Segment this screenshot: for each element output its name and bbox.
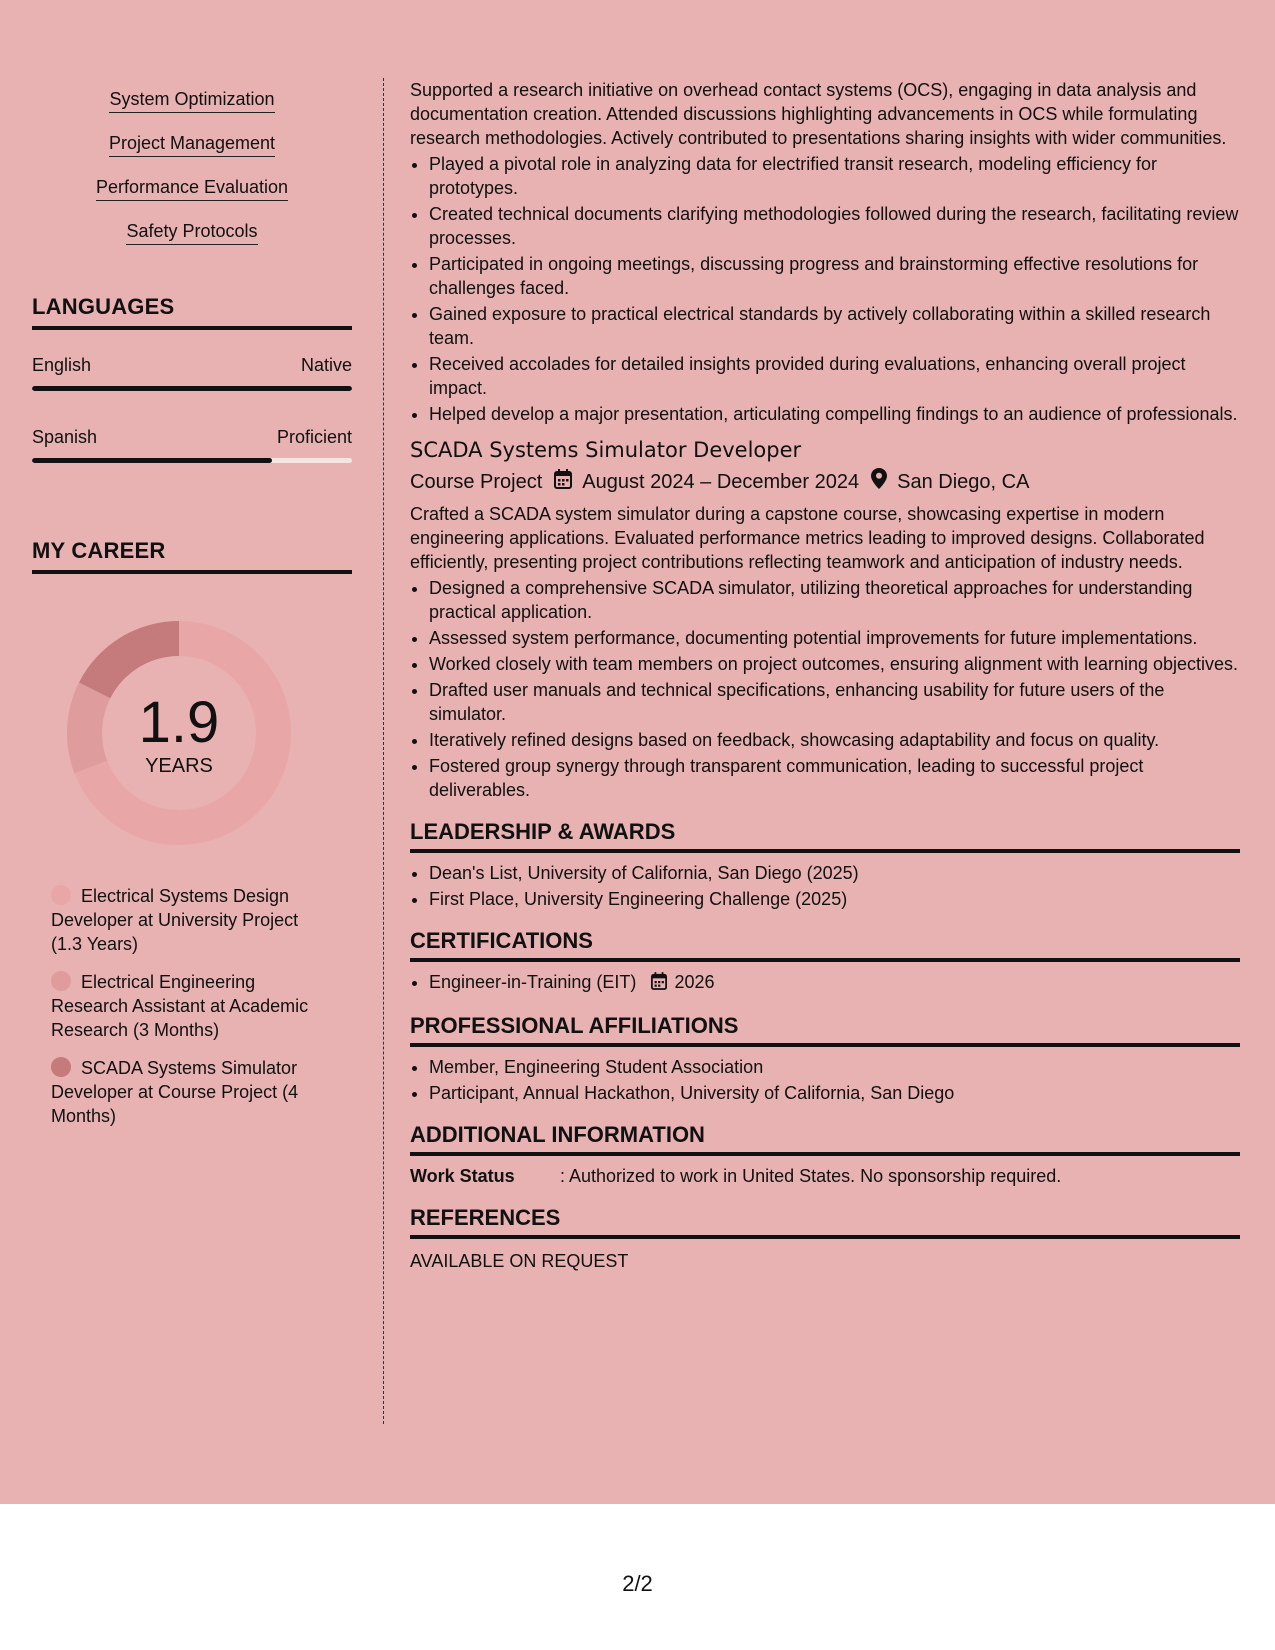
legend-label: Electrical Systems Design Developer at University Project (1.3 Years) xyxy=(51,886,299,954)
skill-label: Safety Protocols xyxy=(126,220,257,245)
career-heading: MY CAREER xyxy=(32,537,352,574)
bullet-item: • Assessed system performance, documenting potential improvements for future implementations. xyxy=(429,626,1240,650)
language-item xyxy=(32,426,352,463)
job-meta xyxy=(410,468,1240,496)
award-item: • First Place, University Engineering Challenge (2025) xyxy=(429,887,1240,911)
additional-info-heading: ADDITIONAL INFORMATION xyxy=(410,1121,1240,1156)
leadership-section xyxy=(410,818,1240,911)
bullet-item: • Drafted user manuals and technical specifications, enhancing usability for future users of the simulator. xyxy=(429,678,1240,726)
language-name: English xyxy=(32,355,92,375)
job-location: San Diego, CA xyxy=(897,471,1030,493)
skill-label: System Optimization xyxy=(109,88,274,113)
career-donut-chart xyxy=(66,620,292,846)
bullet-item: • Played a pivotal role in analyzing data for electrified transit research, modeling efficiency for prototypes. xyxy=(429,152,1240,200)
references-text: AVAILABLE ON REQUEST xyxy=(410,1251,629,1271)
bullet-item: • Created technical documents clarifying methodologies followed during the research, facilitating review processes. xyxy=(429,202,1240,250)
certification-name: Engineer-in-Training (EIT) xyxy=(429,972,637,992)
references-heading: REFERENCES xyxy=(410,1204,1240,1239)
work-status-row xyxy=(410,1164,1240,1188)
language-proficiency-bar xyxy=(32,458,352,463)
leadership-heading: LEADERSHIP & AWARDS xyxy=(410,818,1240,853)
languages-section xyxy=(32,293,352,463)
experience-summary: Supported a research initiative on overhead contact systems (OCS), engaging in data analysis and documentation creation. Attended discussions highlighting advancements in OCS while formulating research methodologies. Actively contributed to presentations sharing insights with wider communities. xyxy=(410,80,1227,148)
skill-item xyxy=(32,132,352,157)
language-level: Proficient xyxy=(276,427,352,447)
bullet-item: • Designed a comprehensive SCADA simulator, utilizing theoretical approaches for understanding practical application. xyxy=(429,576,1240,624)
work-status-label: Work Status xyxy=(410,1166,515,1186)
skill-item xyxy=(32,176,352,201)
column-divider xyxy=(383,78,384,1424)
career-legend-item xyxy=(51,1056,331,1128)
career-total-unit: YEARS xyxy=(145,755,213,777)
job-dates: August 2024 – December 2024 xyxy=(582,471,860,493)
certifications-section xyxy=(410,927,1240,996)
calendar-icon xyxy=(554,469,572,496)
bullet-item: • Fostered group synergy through transparent communication, leading to successful project deliverables. xyxy=(429,754,1240,802)
certification-item xyxy=(429,970,1240,996)
career-section xyxy=(32,537,352,1128)
career-total-years: 1.9 xyxy=(138,690,220,755)
calendar-icon xyxy=(651,972,667,996)
references-section xyxy=(410,1204,1240,1273)
languages-heading: LANGUAGES xyxy=(32,293,352,330)
certifications-heading: CERTIFICATIONS xyxy=(410,927,1240,962)
bullet-item: • Received accolades for detailed insights provided during evaluations, enhancing overall project impact. xyxy=(429,352,1240,400)
bullet-item: • Participated in ongoing meetings, discussing progress and brainstorming effective resolutions for challenges faced. xyxy=(429,252,1240,300)
affiliation-item: • Member, Engineering Student Association xyxy=(429,1055,1240,1079)
career-legend-item xyxy=(51,884,331,956)
language-proficiency-fill xyxy=(32,458,272,463)
additional-info-section xyxy=(410,1121,1240,1188)
bullet-item: • Worked closely with team members on project outcomes, ensuring alignment with learning objectives. xyxy=(429,652,1240,676)
legend-label: SCADA Systems Simulator Developer at Course Project (4 Months) xyxy=(51,1058,299,1126)
page-number: 2/2 xyxy=(622,1571,653,1596)
bullet-item: • Gained exposure to practical electrical standards by actively collaborating within a skilled research team. xyxy=(429,302,1240,350)
language-level: Native xyxy=(300,355,352,375)
language-name: Spanish xyxy=(32,427,98,447)
main-column xyxy=(410,78,1240,1273)
job-title: SCADA Systems Simulator Developer xyxy=(410,438,802,462)
skill-item xyxy=(32,88,352,113)
legend-dot-icon xyxy=(51,1057,71,1077)
affiliations-heading: PROFESSIONAL AFFILIATIONS xyxy=(410,1012,1240,1047)
career-legend-item xyxy=(51,970,331,1042)
job-summary: Crafted a SCADA system simulator during a capstone course, showcasing expertise in modern engineering applications. Evaluated performance metrics leading to improved designs. Collaborated efficiently, presenting project contributions reflecting teamwork and anticipation of industry needs. xyxy=(410,504,1205,572)
language-proficiency-fill xyxy=(32,386,352,391)
affiliation-item: • Participant, Annual Hackathon, University of California, San Diego xyxy=(429,1081,1240,1105)
experience-bullets xyxy=(410,152,1240,426)
skill-label: Project Management xyxy=(109,132,275,157)
work-status-value: : Authorized to work in United States. No sponsorship required. xyxy=(560,1166,1062,1186)
bullet-item: • Helped develop a major presentation, articulating compelling findings to an audience of professionals. xyxy=(429,402,1240,426)
award-item: • Dean's List, University of California, San Diego (2025) xyxy=(429,861,1240,885)
legend-label: Electrical Engineering Research Assistant at Academic Research (3 Months) xyxy=(51,972,309,1040)
certification-year: 2026 xyxy=(674,972,715,992)
job-company: Course Project xyxy=(410,471,543,493)
bullet-item: • Iteratively refined designs based on feedback, showcasing adaptability and focus on quality. xyxy=(429,728,1240,752)
legend-dot-icon xyxy=(51,885,71,905)
language-proficiency-bar xyxy=(32,386,352,391)
sidebar xyxy=(32,0,352,1142)
job-entry xyxy=(410,436,1240,802)
location-pin-icon xyxy=(871,468,887,496)
legend-dot-icon xyxy=(51,971,71,991)
skill-item xyxy=(32,220,352,245)
affiliations-section xyxy=(410,1012,1240,1105)
job-bullets xyxy=(410,576,1240,802)
language-item xyxy=(32,354,352,391)
skill-label: Performance Evaluation xyxy=(96,176,288,201)
